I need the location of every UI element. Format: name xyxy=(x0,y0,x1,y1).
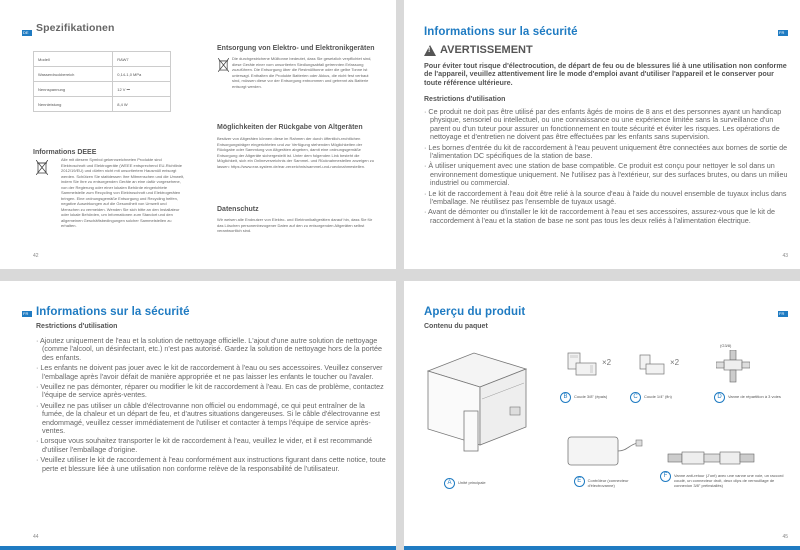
item-d-label: D Vanne de répartition à 3 voies xyxy=(714,392,792,403)
list-item: · À utiliser uniquement avec une station de base compatible. Ce produit est conçu pour nettoyer le sol dans un environnement domestique uniquement. Ne l'utilisez pas à l'extérieur, sur des surfaces brutes, ou dans un milieu industriel ou commercial. xyxy=(424,161,788,188)
entsorgung-text: Die durchgestrichene Mülltonne bedeutet, dass Sie gesetzlich verpflichtet sind, diese Geräte einer vom unsortierten Siedlungsabfall getrennten Erfassung zuzuführen. Die Entsorgung über die Restmülltonne oder die gelbe Tonne ist untersagt. Enthalten die Produkte Batterien oder Akkus, die nicht fest verbaut sind, müssen diese vor der Entsorgung entnommen und getrennt als Batterie entsorgt werden. xyxy=(232,56,372,89)
language-tab: DE xyxy=(22,30,32,36)
language-tab: FR xyxy=(778,30,788,36)
crossed-bin-icon xyxy=(36,160,48,175)
list-item: · Les enfants ne doivent pas jouer avec le kit de raccordement à l'eau ou ses accessoires. Veuillez conserver l'emballage après l'avoir défait de manière appropriée et ne pas laisser les enfants le toucher ou l'avaler. xyxy=(36,363,383,381)
package-contents-heading: Contenu du paquet xyxy=(424,323,488,330)
page-number: 43 xyxy=(782,253,788,259)
page-45 xyxy=(404,281,800,550)
table-row: Modell RAW7 xyxy=(34,52,171,67)
warning-icon: ! xyxy=(424,45,436,56)
check-valve-illustration xyxy=(666,447,776,472)
qty-c: ×2 xyxy=(670,358,680,367)
table-row: Wasserdruckbereich 0,14-1,0 MPa xyxy=(34,67,171,82)
item-b-label: B Coude 3/8" (épais) xyxy=(560,392,607,403)
table-row: Nennleistung 8,4 W xyxy=(34,97,171,112)
crossed-bin-icon xyxy=(218,58,229,72)
restrictions-heading: Restrictions d'utilisation xyxy=(36,323,118,330)
page-title: Spezifikationen xyxy=(36,22,115,34)
datenschutz-heading: Datenschutz xyxy=(217,206,259,213)
deee-heading: Informations DEEE xyxy=(33,149,97,156)
spec-table xyxy=(33,51,171,112)
rueckgabe-text: Besitzer von Altgeräten können diese im Rahmen der durch öffentlich-rechtlichen Entsorgungsträger eingerichteten und zur Verfügung stehenden Möglichkeiten der Rückgabe oder Sammlung von Altgeräten abgeben, damit eine ordnungsgemäße Entsorgung der Altgeräte sichergestellt ist. Unter dem folgenden Link besteht die Möglichkeit, sich ein Onlineverzeichnis der Sammel- und Rücknahmestellen anzeigen zu lassen: https://www.ear-system.de/ear-verzeichnis/sammel-und-ruecknahmestellen. xyxy=(217,136,374,169)
list-item: · Veuillez utiliser le kit de raccordement à l'eau conformément aux instructions figurant dans cette notice, toute perte et blessure liée à une utilisation non conforme relève de la responsabilité de l'utilisateur. xyxy=(36,455,386,473)
page-43 xyxy=(404,0,800,269)
list-item: · Veuillez ne pas démonter, réparer ou modifier le kit de raccordement à l'eau. En cas de problème, contactez l'équipe de service après-ventes. xyxy=(36,382,384,400)
datenschutz-text: Wir weisen alle Endnutzer von Elektro- und Elektronikaltgeräten darauf hin, dass Sie für das Löschen personenbezogener Daten auf den zu entsorgenden Altgeräten selbst verantwortlich sind. xyxy=(217,217,373,233)
bottom-bar xyxy=(0,546,396,550)
table-row: Nennspannung 12 V ⎓ xyxy=(34,82,171,97)
list-item: · Ajoutez uniquement de l'eau et la solution de nettoyage officielle. L'ajout d'une autre solution de nettoyage (comme l'alcool, un désinfectant, etc.) n'est pas autorisé. Gardez la solution de nettoyage hors de la portée des enfants. xyxy=(36,336,382,362)
bottom-bar xyxy=(404,546,800,550)
list-item: · Avant de démonter ou d'installer le kit de raccordement à l'eau et ses accessoires, assurez-vous que le kit de raccordement à l'eau et la station de base ne sont pas tous les deux reliés à l'alimentation électrique. xyxy=(424,207,775,225)
controller-illustration xyxy=(564,431,644,476)
elbow-thin-illustration xyxy=(636,353,668,386)
item-f-label: F Vanne anti-retour (J'ont) avec une vanne une voie, un raccord coudé, un connecteur droit, deux clips de verrouillage de connexion 3/8" préinstallés) xyxy=(660,471,792,488)
elbow-thick-illustration xyxy=(564,351,600,386)
item-a-label: A Unité principale xyxy=(444,478,486,489)
page-number: 42 xyxy=(33,253,39,259)
item-c-label: C Coude 1/4" (fin) xyxy=(630,392,672,403)
page-title: Informations sur la sécurité xyxy=(424,26,578,38)
valve-thread-label: (G3/8) xyxy=(720,343,732,348)
three-way-valve-illustration xyxy=(716,350,750,389)
list-item: · Ce produit ne doit pas être utilisé par des enfants âgés de moins de 8 ans et des personnes ayant un handicap physique, sensoriel ou intellectuel, ou une connaissance ou une expérience limitée sans la surveillance d'un parent ou d'un tuteur pour assurer un fonctionnement en toute sécurité et éviter les risques. Les opérations de nettoyage et d'entretien ne doivent pas être effectuées par les enfants sans supervision. xyxy=(424,107,782,142)
list-item: · Lorsque vous souhaitez transporter le kit de raccordement à l'eau, veuillez le vider, et il est recommandé d'utiliser l'emballage d'origine. xyxy=(36,436,373,454)
restrictions-heading: Restrictions d'utilisation xyxy=(424,96,506,103)
entsorgung-heading: Entsorgung von Elektro- und Elektronikgeräten xyxy=(217,45,375,52)
list-item: · Veuillez ne pas utiliser un câble d'électrovanne non officiel ou endommagé, ce qui peut entraîner de la fumée, de la chaleur et un départ de feu, et d'autres situations dangereuses. Si le câble d'électrovanne est endommagé, veuillez cesser immédiatement de l'utiliser et contacter à temps l'équipe de service après-ventes. xyxy=(36,400,380,436)
list-item: · Le kit de raccordement à l'eau doit être relié à la source d'eau à l'aide du nouvel ensemble de tuyaux inclus dans l'emballage. Ne réutilisez pas l'ensemble de tuyaux usagé. xyxy=(424,188,787,207)
page-44 xyxy=(0,281,396,550)
warning-text: Pour éviter tout risque d'électrocution, de départ de feu ou de blessures lié à une utilisation non conforme de l'appareil, veuillez attentivement lire le mode d'emploi avant d'utiliser l'appareil et le conserver pour toute référence ultérieure. xyxy=(424,61,787,87)
language-tab: FR xyxy=(778,311,788,317)
item-e-label: E Contrôleur (connecteur d'électrovanne) xyxy=(574,476,654,488)
page-42 xyxy=(0,0,396,269)
main-unit-illustration xyxy=(422,341,532,476)
restrictions-list xyxy=(424,108,792,227)
page-title: Aperçu du produit xyxy=(424,306,526,318)
list-item: · Les bornes d'entrée du kit de raccordement à l'eau peuvent uniquement être connectées aux bornes de sortie de l'alimentation DC spécifiques de la station de base. xyxy=(424,142,788,161)
page-number: 45 xyxy=(782,534,788,540)
page-number: 44 xyxy=(33,534,39,540)
warning-heading: ! AVERTISSEMENT xyxy=(424,44,533,56)
deee-text: Alle mit diesem Symbol gekennzeichneten Produkte sind Elektroschrott und Elektrogeräte (WEEE entsprechend EU-Richtlinie 2012/19/EU) und dürfen nicht mit unsortiertem Hausmüll entsorgt werden. Schützen Sie stattdessen Ihre Mitmenschen und die Umwelt, indem Sie Ihre zu entsorgenden Geräte an eine dafür vorgesehene, von der Regierung oder einer lokalen Behörde eingerichtete Sammelstelle zum Recycling von Elektroschrott und Elektrogeräten bringen. Eine ordnungsgemäße Entsorgung und Recycling helfen, negative Auswirkungen auf die Gesundheit von Umwelt und Menschen zu vermeiden. Wenden Sie sich bitte an den Installateur oder lokale Behörden, um Informationen zum Standort und den allgemeinen Geschäftsbedingungen solcher Sammelstellen zu erhalten. xyxy=(61,157,185,228)
rueckgabe-heading: Möglichkeiten der Rückgabe von Altgeräten xyxy=(217,124,363,131)
qty-b: ×2 xyxy=(602,358,612,367)
restrictions-list xyxy=(36,337,386,475)
page-title: Informations sur la sécurité xyxy=(36,306,190,318)
language-tab: FR xyxy=(22,311,32,317)
